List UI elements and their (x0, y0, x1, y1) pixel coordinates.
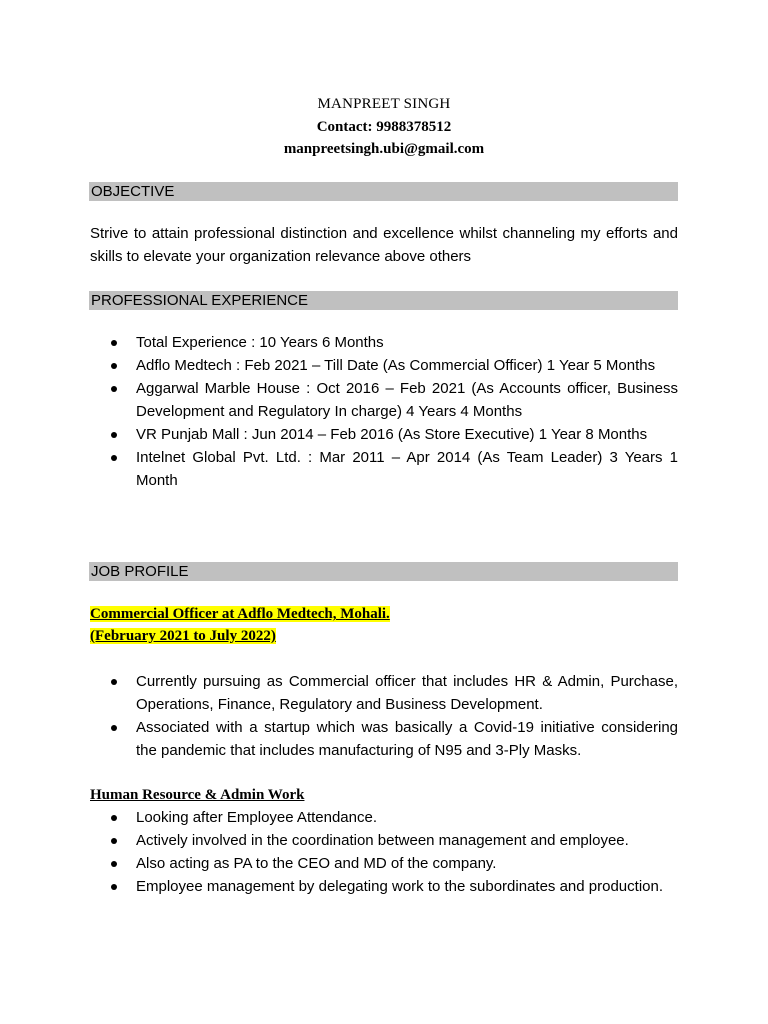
hr-item: Actively involved in the coordination between management and employee. (136, 832, 629, 849)
experience-item: VR Punjab Mall : Jun 2014 – Feb 2016 (As Store Executive) 1 Year 8 Months (136, 426, 648, 443)
role-period-text: (February 2021 to July 2022) (90, 628, 276, 644)
list-item (90, 354, 678, 377)
hr-heading: Human Resource & Admin Work (90, 787, 305, 803)
experience-heading: PROFESSIONAL EXPERIENCE (89, 291, 678, 310)
role-title (90, 603, 390, 625)
list-item (90, 829, 678, 852)
list-item (90, 446, 678, 492)
resume-header (90, 93, 678, 161)
list-item (90, 377, 678, 423)
experience-item: Total Experience : 10 Years 6 Months (136, 334, 384, 351)
hr-item: Looking after Employee Attendance. (136, 809, 377, 826)
candidate-name: MANPREET SINGH (317, 96, 451, 112)
email-address: manpreetsingh.ubi@gmail.com (283, 141, 485, 157)
list-item (90, 423, 678, 446)
role-item: Associated with a startup which was basically a Covid-19 initiative considering the pandemic that includes manufacturing of N95 and 3-Ply Masks. (136, 719, 678, 759)
experience-list (90, 331, 678, 492)
objective-heading: OBJECTIVE (89, 182, 678, 201)
role-list (90, 670, 678, 762)
list-item (90, 670, 678, 716)
objective-text: Strive to attain professional distinction and excellence whilst channeling my efforts and skills to elevate your organization relevance above others (90, 225, 678, 265)
role-period (90, 625, 276, 647)
list-item (90, 806, 678, 829)
list-item (90, 875, 678, 898)
hr-item: Also acting as PA to the CEO and MD of the company. (136, 855, 497, 872)
role-item: Currently pursuing as Commercial officer that includes HR & Admin, Purchase, Operations, Finance, Regulatory and Business Development. (136, 673, 678, 713)
list-item (90, 716, 678, 762)
list-item (90, 852, 678, 875)
role-title-text: Commercial Officer at Adflo Medtech, Mohali. (90, 606, 390, 622)
list-item (90, 331, 678, 354)
experience-item: Aggarwal Marble House : Oct 2016 – Feb 2021 (As Accounts officer, Business Development and Regulatory In charge) 4 Years 4 Months (136, 380, 678, 420)
job-profile-heading: JOB PROFILE (89, 562, 678, 581)
contact-number: Contact: 9988378512 (316, 118, 452, 135)
experience-item: Adflo Medtech : Feb 2021 – Till Date (As Commercial Officer) 1 Year 5 Months (136, 357, 656, 374)
experience-item: Intelnet Global Pvt. Ltd. : Mar 2011 – Apr 2014 (As Team Leader) 3 Years 1 Month (136, 449, 678, 489)
hr-list (90, 806, 678, 898)
hr-item: Employee management by delegating work to the subordinates and production. (136, 878, 663, 895)
